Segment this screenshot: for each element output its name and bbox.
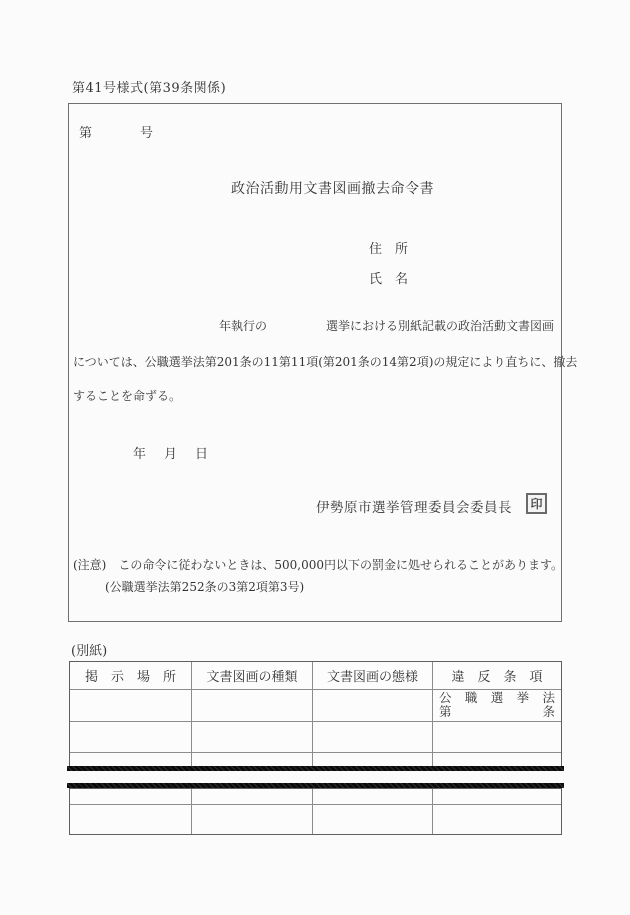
violation-article-suffix: 条 — [542, 704, 555, 719]
name-label: 氏 名 — [369, 272, 409, 287]
table-cell-empty — [313, 753, 433, 767]
table-cell-empty — [70, 690, 192, 722]
body-election-name-text: 選挙における別紙記載の政治活動文書図画 — [326, 319, 555, 333]
table-cell-empty — [192, 805, 313, 834]
doc-number-prefix: 第 — [79, 126, 93, 141]
attachment-label: (別紙) — [71, 644, 108, 659]
note-line-2: (公職選挙法第252条の3第2項第3号) — [105, 580, 305, 594]
table-cell-empty — [192, 722, 313, 753]
violation-article-prefix: 第 — [439, 704, 452, 719]
table-cell-empty — [192, 789, 313, 805]
table-cell-empty — [70, 722, 192, 753]
table-cell-empty — [70, 789, 192, 805]
table-cell-empty — [70, 805, 192, 834]
violation-law-name: 公 職 選 挙 法 — [439, 690, 555, 705]
table-cell-empty — [192, 690, 313, 722]
table-cell-empty — [70, 753, 192, 767]
table-cell-empty — [313, 690, 433, 722]
table-cell-empty — [313, 722, 433, 753]
table-cell-empty — [433, 805, 561, 834]
date-line: 年 月 日 — [133, 447, 211, 462]
table-cell-empty — [313, 789, 433, 805]
header-cell-posting-location: 掲 示 場 所 — [70, 662, 192, 690]
document-title: 政治活動用文書図画撤去命令書 — [231, 181, 434, 197]
tear-mark-top — [67, 766, 564, 771]
header-cell-document-condition: 文書図画の態様 — [313, 662, 433, 690]
form-style-label: 第41号様式(第39条関係) — [72, 81, 227, 96]
header-cell-violated-provision: 違 反 条 項 — [433, 662, 561, 690]
table-cell-empty — [433, 722, 561, 753]
table-cell-empty — [313, 805, 433, 834]
attachment-table-continued — [69, 788, 562, 835]
issuer-title: 伊勢原市選挙管理委員会委員長 — [316, 500, 512, 516]
note-line-1: (注意) この命令に従わないときは、500,000円以下の罰金に処せられることがあります。 — [73, 558, 564, 572]
table-cell-empty — [433, 753, 561, 767]
attachment-table — [69, 661, 562, 768]
doc-number-suffix: 号 — [140, 126, 154, 141]
table-cell-empty — [433, 789, 561, 805]
header-cell-document-type: 文書図画の種類 — [192, 662, 313, 690]
body-order-text: することを命ずる。 — [73, 389, 182, 403]
address-label: 住 所 — [369, 242, 409, 257]
table-cell-empty — [192, 753, 313, 767]
table-cell-violation-reference — [433, 690, 561, 722]
violation-article-line — [439, 705, 555, 719]
removal-order-form — [68, 103, 578, 622]
seal-icon: 印 — [526, 493, 547, 514]
body-legal-basis-text: については、公職選挙法第201条の11第11項(第201条の14第2項)の規定により直ちに、撤去 — [73, 355, 578, 369]
body-election-year-text: 年執行の — [219, 319, 268, 333]
